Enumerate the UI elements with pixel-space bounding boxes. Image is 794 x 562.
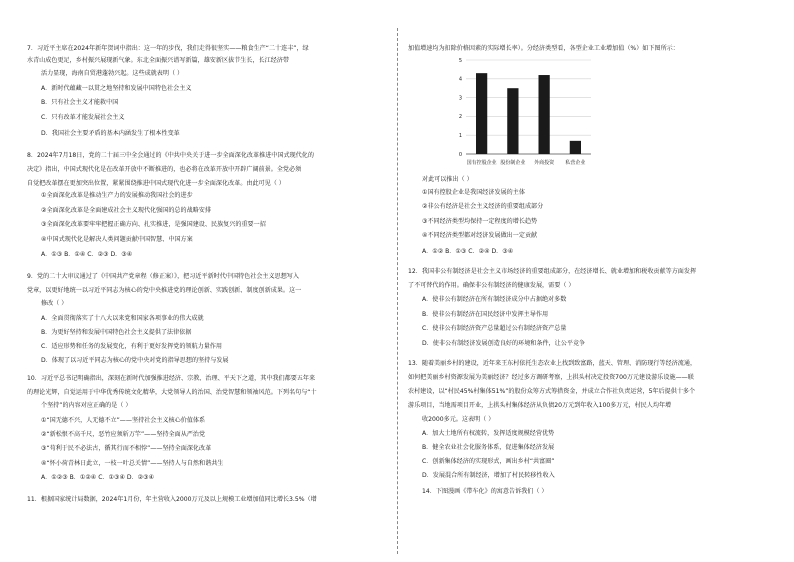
- x-tick-label-1: 股份制企业: [500, 160, 526, 166]
- q11-3-text: ③不同经济类型均保持一定程度的增长趋势: [422, 218, 538, 225]
- q9-stem-1-text: 9．党的二十大审议通过了《中国共产党章程（修正案）》，把习近平新时代中国特色社会主义思想写入: [27, 273, 299, 280]
- q11-opts-text: A．①② B．①③ C．②④ D．③④: [422, 248, 514, 255]
- q12-stem-1-text: 12．我国非公有制经济是社会主义市场经济的重要组成部分，在经济增长、就业增加和税收贡献等方面发挥: [408, 268, 697, 275]
- q13-stem-5-text: 收2000多元。这表明（ ）: [422, 416, 495, 423]
- y-tick-label-3: 3: [458, 95, 462, 102]
- q7-c-text: C．只有改革才能发展社会主义: [41, 114, 125, 121]
- column-divider: [397, 28, 398, 554]
- q11-stem-2-text: 加值增速均为扣除价格因素的实际增长率）。分经济类型看，各型企业工业增加值（%）如下图所示：: [408, 45, 679, 52]
- x-tick-label-3: 私营企业: [565, 160, 586, 166]
- q9-c-text: C．适应形势和任务的发展变化，有利于更好发挥党的领航力量作用: [41, 343, 222, 350]
- q8-1-text: ①全面深化改革是推动生产力的发展推动我国社会的进步: [41, 192, 193, 199]
- q11-lead-text: 对此可以推出（ ）: [422, 176, 473, 183]
- bar-2: [539, 75, 550, 154]
- y-tick-label-1: 1: [458, 133, 462, 139]
- bar-1: [507, 88, 518, 154]
- q10-stem-2-text: 的理论光辉，自觉运用于中华优秀传统文化精华，大党领导人的治国、治党智慧和领袖风范。下列名句与“十: [27, 389, 317, 396]
- industry-growth-bar-chart: [452, 56, 597, 168]
- q7-stem-1-text: 7．习近平主席在2024年新年贺词中指出：这一年的步伐，我们走得很坚实——粮食生产“二十连丰”，绿: [27, 45, 309, 52]
- q7-a-text: A．新时代蕴藏一以贯之地坚持和发展中国特色社会主义: [41, 85, 192, 92]
- q12-d-text: D．使非公有制经济发展创造良好的环境和条件，让公平竞争: [422, 340, 586, 347]
- q7-stem-2-text: 水青山成色更足，乡村振兴展现新气象。东北全面振兴谱写新篇，雄安新区拔节生长，长江经济带: [27, 57, 290, 64]
- q9-stem-2-text: 党章，以更好地统一以习近平同志为核心的党中央推进党的理论创新、实践创新、制度创新成果。这一: [27, 287, 302, 294]
- q9-b-text: B．为更好坚持和发展中国特色社会主义提供了法律依据: [41, 329, 192, 336]
- q9-stem-3-text: 修改（ ）: [41, 300, 68, 307]
- q11-stem-1-text: 11．根据国家统计局数据，2024年1月份，年主营收入2000万元及以上规模工业增加值同比增长3.5%（增: [27, 496, 317, 503]
- q8-stem-2-text: 决定》指出，中国式现代化是在改革开放中不断推进的，也必将在改革开放中开辟广阔前景。全党必须: [27, 166, 302, 173]
- q9-a-text: A．全面贯彻落实了十八大以来党和国家各项事业的伟大成就: [41, 315, 204, 322]
- q12-b-text: B．使非公有制经济在国民经济中发挥主导作用: [422, 311, 549, 318]
- y-tick-label-5: 5: [458, 57, 462, 64]
- q13-b-text: B．健全农业社会化服务体系，促进集体经济发展: [422, 444, 555, 451]
- q10-2-text: ②“新松恨不高千尺，恶竹应须斩万竿”——坚持全面从严治党: [41, 431, 206, 438]
- q11-1-text: ①国有控股企业是我国经济发展的主体: [422, 189, 525, 196]
- q8-stem-3-text: 自觉把改革摆在更加突出位置，紧紧围绕推进中国式现代化进一步全面深化改革。由此可见（ ）: [27, 180, 285, 187]
- q10-3-text: ③“苟利于民不必法古，循其行而不相悖”——坚持全面深化改革: [41, 445, 212, 452]
- q8-stem-1-text: 8．2024年7月18日，党的二十届三中全会通过的《中共中央关于进一步全面深化改革推进中国式现代化的: [27, 152, 314, 159]
- bar-3: [570, 141, 581, 154]
- q8-3-text: ③全面深化改革要牢牢把握正确方向、扎实推进，是强国建设、民族复兴的重要一招: [41, 221, 266, 228]
- q13-stem-2-text: 如何把美丽乡村资源发展为美丽经济？经过多方调研考察，上拱头村决定投资700万元建设游乐设施——联: [408, 374, 694, 381]
- y-tick-label-0: 0: [458, 151, 462, 158]
- q11-2-text: ②非公有经济是社会主义经济的重要组成部分: [422, 203, 544, 210]
- x-tick-label-2: 外商投资: [534, 160, 555, 166]
- q8-4-text: ④中国式现代化是解决人类问题贡献中国智慧、中国方案: [41, 236, 193, 243]
- q7-b-text: B．只有社会主义才能救中国: [41, 99, 119, 106]
- q10-stem-1-text: 10．习近平总书记明确指出，深刻在新时代加强推进经济、宗教、治理、平天下之道，其中我们都要五年来: [27, 375, 316, 382]
- y-tick-label-2: 2: [458, 114, 462, 121]
- q7-stem-3-text: 活力显现，海南自贸港蓬勃兴起。这些成就表明（ ）: [41, 70, 184, 77]
- q7-d-text: D．我国社会主要矛盾的基本内涵发生了根本性变革: [41, 130, 180, 137]
- x-tick-label-0: 国有控股企业: [466, 160, 497, 166]
- q13-stem-4-text: 游乐项目，当地需项目开业，上拱头村集体经济从负债20万元到年收入100多万元，村民人均年增: [408, 402, 672, 409]
- q13-c-text: C．创新集体经济的实现形式，画出乡村“共富圈”: [422, 458, 555, 465]
- bar-0: [476, 73, 487, 154]
- q10-1-text: ①“国无德不兴，人无德不立”——坚持社会主义核心价值体系: [41, 417, 206, 424]
- q10-stem-3-text: 个坚持”的内容对应正确的是（ ）: [41, 402, 132, 409]
- q11-4-text: ④不同经济类型都对经济发展做出一定贡献: [422, 232, 538, 239]
- q12-stem-2-text: 了不可替代的作用。确保非公有制经济的健康发展，需要（ ）: [408, 282, 575, 289]
- q13-stem-1-text: 13．随着美丽乡村的建设，近年来王东村依托生态农业上找到致富路，蓝天、管理、消防现行等经济流通，: [408, 360, 697, 367]
- q8-opts-text: A．①③ B．①④ C．②③ D．③④: [41, 251, 133, 258]
- q12-a-text: A．使非公有制经济在所有制经济成分中占据绝对多数: [422, 296, 567, 303]
- q13-d-text: D．发展混合所有制经济，增加了村民转移性收入: [422, 472, 555, 479]
- y-tick-label-4: 4: [458, 76, 462, 83]
- q14-stem-text: 14．下图漫画《带车化》的寓意告诉我们（ ）: [422, 488, 548, 495]
- q13-stem-3-text: 农村建设，以“村民45%村集体51%”的股份众筹方式筹措资金，并成立合作社负责运营，5年后提供十多个: [408, 388, 696, 395]
- q10-opts-text: A．①②③ B．①②④ C．①③④ D．②③④: [41, 474, 155, 481]
- q12-c-text: C．使非公有制经济资产总量超过公有制经济资产总量: [422, 325, 567, 332]
- q13-a-text: A．加大土地所有权流转，发挥适度规模经营优势: [422, 430, 555, 437]
- q10-4-text: ④“怀小荷青林日此立，一枝一叶总关情”——坚持人与自然和谐共生: [41, 460, 224, 467]
- q9-d-text: D．体现了以习近平同志为核心的党中央对党的指导思想的坚持与发展: [41, 357, 229, 364]
- q8-2-text: ②全面深化改革是全面建成社会主义现代化强国的总的战略安排: [41, 207, 211, 214]
